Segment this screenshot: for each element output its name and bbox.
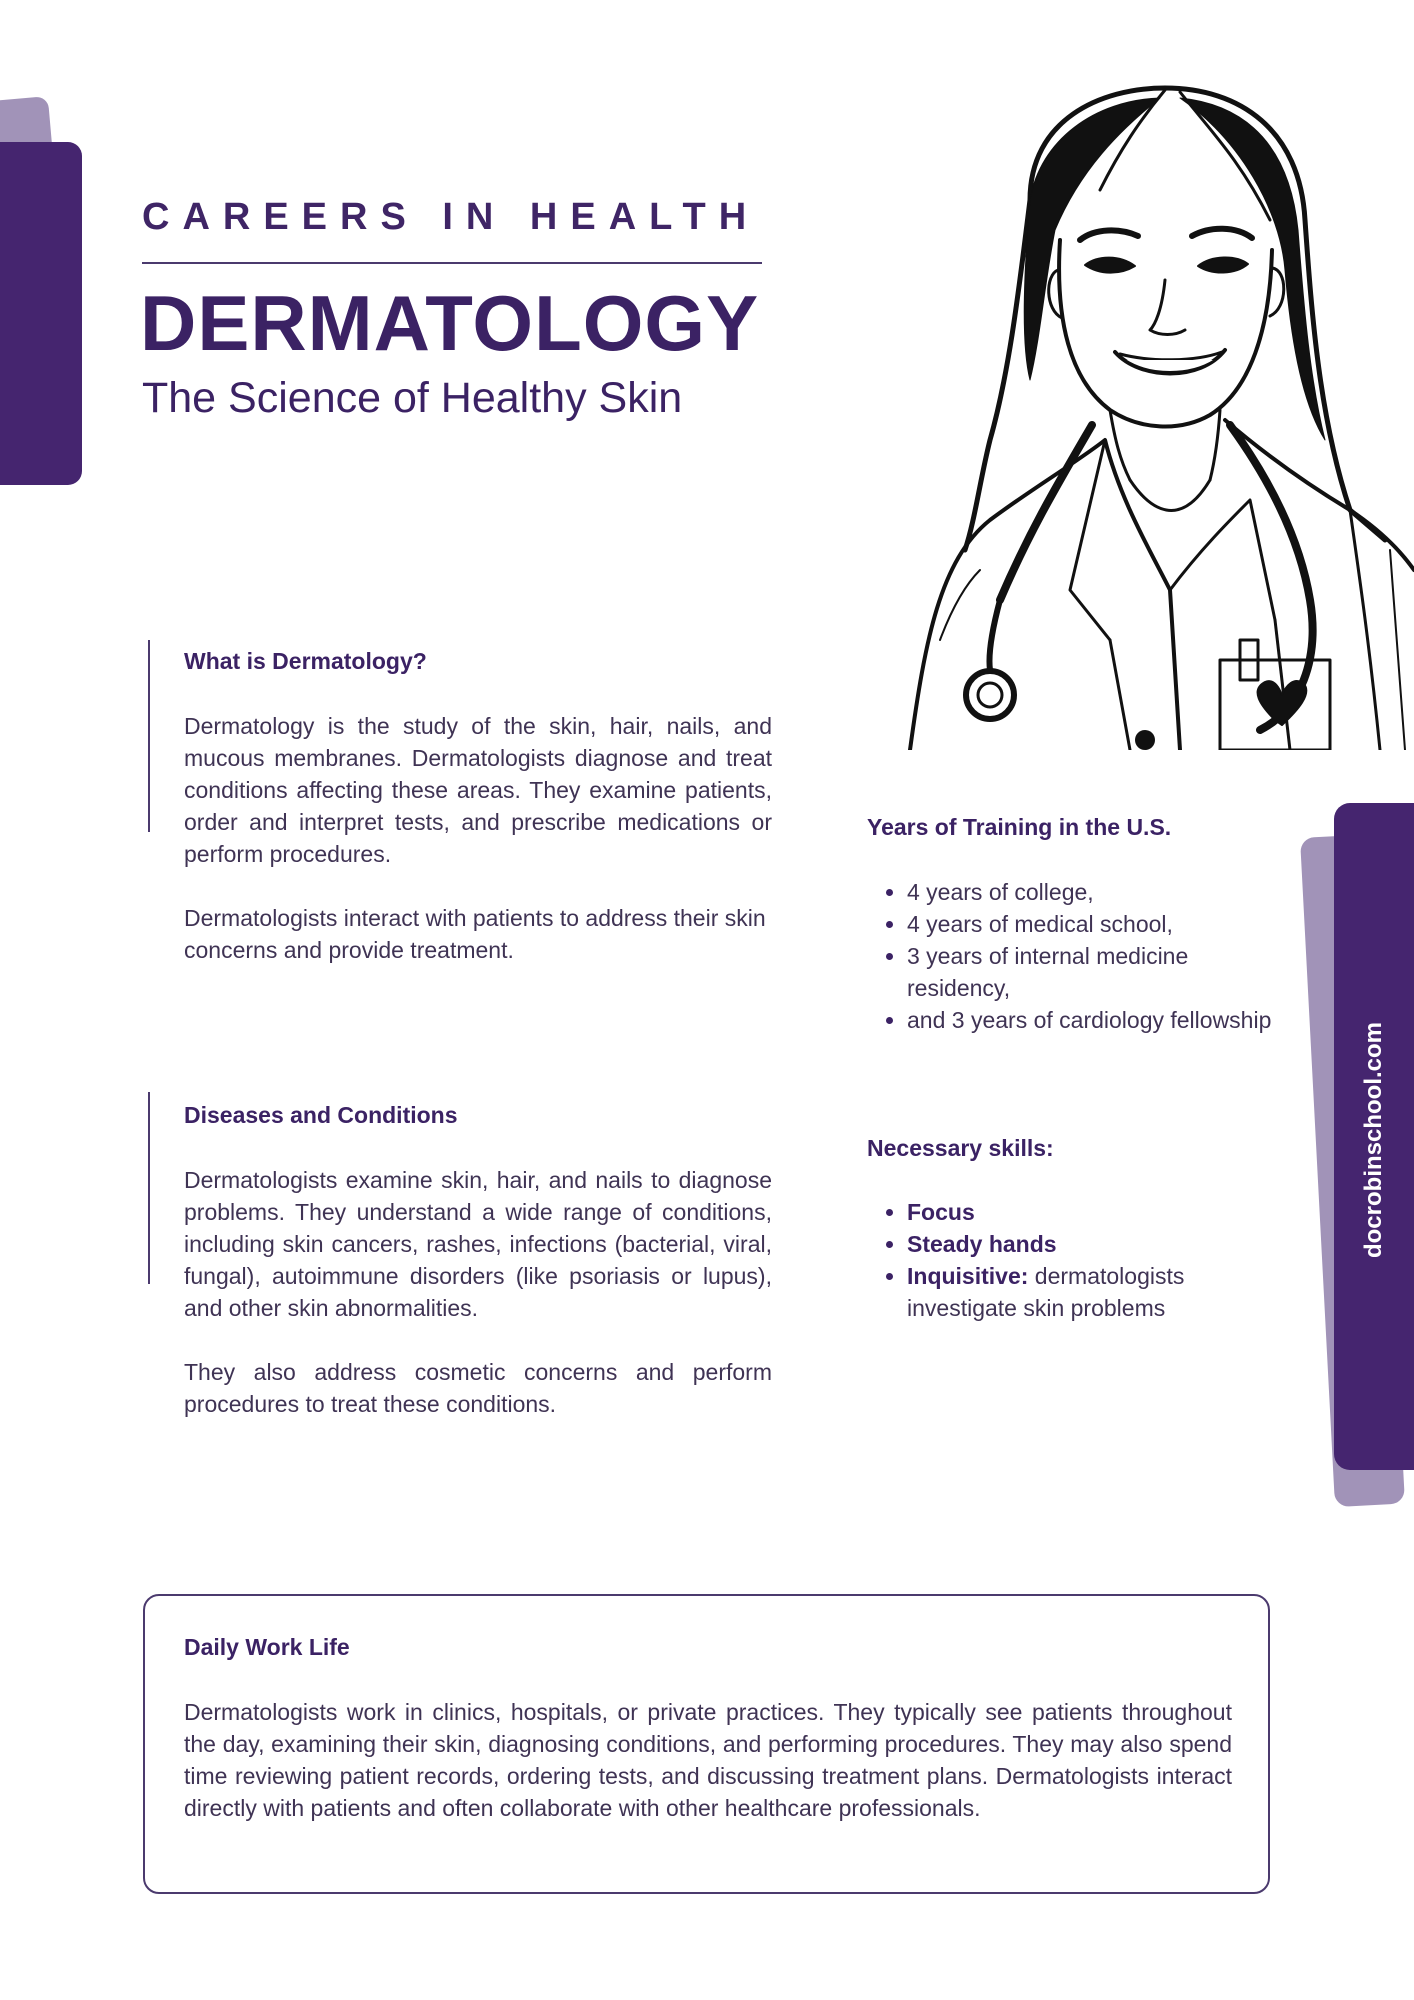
skill-label: Inquisitive:: [907, 1263, 1029, 1289]
section-heading-what-is: What is Dermatology?: [184, 648, 427, 674]
section-heading-diseases: Diseases and Conditions: [184, 1102, 458, 1128]
list-item: • 4 years of medical school,: [907, 908, 1297, 940]
skill-description: dermatologists investigate skin problems: [907, 1263, 1185, 1321]
list-item: • 3 years of internal medicine residency,: [907, 940, 1297, 1004]
section-body-diseases: [184, 1164, 772, 1420]
list-item: [907, 1260, 1297, 1324]
list-item: [907, 1228, 1297, 1260]
paragraph: Dermatologists work in clinics, hospitals, or private practices. They typically see patients throughout the day, examining their skin, diagnosing conditions, and performing procedures. They may also spend time reviewing patient records, ordering tests, and discussing treatment plans. Dermatologists interact directly with patients and often collaborate with other healthcare professionals.: [184, 1699, 1232, 1821]
section-accent-bar: [148, 1092, 150, 1284]
sidebar-url: docrobinschool.com: [1360, 1021, 1387, 1259]
skill-label: Focus: [907, 1199, 975, 1225]
paragraph: Dermatologists examine skin, hair, and nails to diagnose problems. They understand a wide range of conditions, including skin cancers, rashes, infections (bacterial, viral, fungal), autoimmune disorders (like psoriasis or lupus), and other skin abnormalities.: [184, 1167, 772, 1321]
training-list: [867, 876, 1297, 1036]
doctor-illustration: [880, 80, 1414, 750]
list-item: • and 3 years of cardiology fellowship: [907, 1004, 1297, 1036]
section-body-what-is: [184, 710, 772, 966]
list-item: • 4 years of college,: [907, 876, 1297, 908]
section-accent-bar: [148, 640, 150, 832]
section-heading-skills: Necessary skills:: [867, 1135, 1054, 1161]
page-subtitle: The Science of Healthy Skin: [142, 374, 683, 422]
paragraph: They also address cosmetic concerns and perform procedures to treat these conditions.: [184, 1359, 772, 1417]
skill-label: Steady hands: [907, 1231, 1057, 1257]
header-divider: [142, 262, 762, 264]
section-heading-training: Years of Training in the U.S.: [867, 814, 1172, 840]
list-item: [907, 1196, 1297, 1228]
decorative-tab-dark-left: [0, 142, 82, 485]
page-title: DERMATOLOGY: [140, 279, 760, 367]
paragraph: Dermatology is the study of the skin, hair, nails, and mucous membranes. Dermatologists diagnose and treat conditions affecting these areas. They examine patients, order and interpret tests, and prescribe medications or perform procedures.: [184, 713, 772, 867]
section-body-daily: [184, 1696, 1232, 1824]
section-heading-daily: Daily Work Life: [184, 1634, 350, 1660]
page-kicker: CAREERS IN HEALTH: [142, 196, 760, 238]
skills-list: [867, 1196, 1297, 1324]
paragraph: Dermatologists interact with patients to address their skin concerns and provide treatment.: [184, 905, 766, 963]
